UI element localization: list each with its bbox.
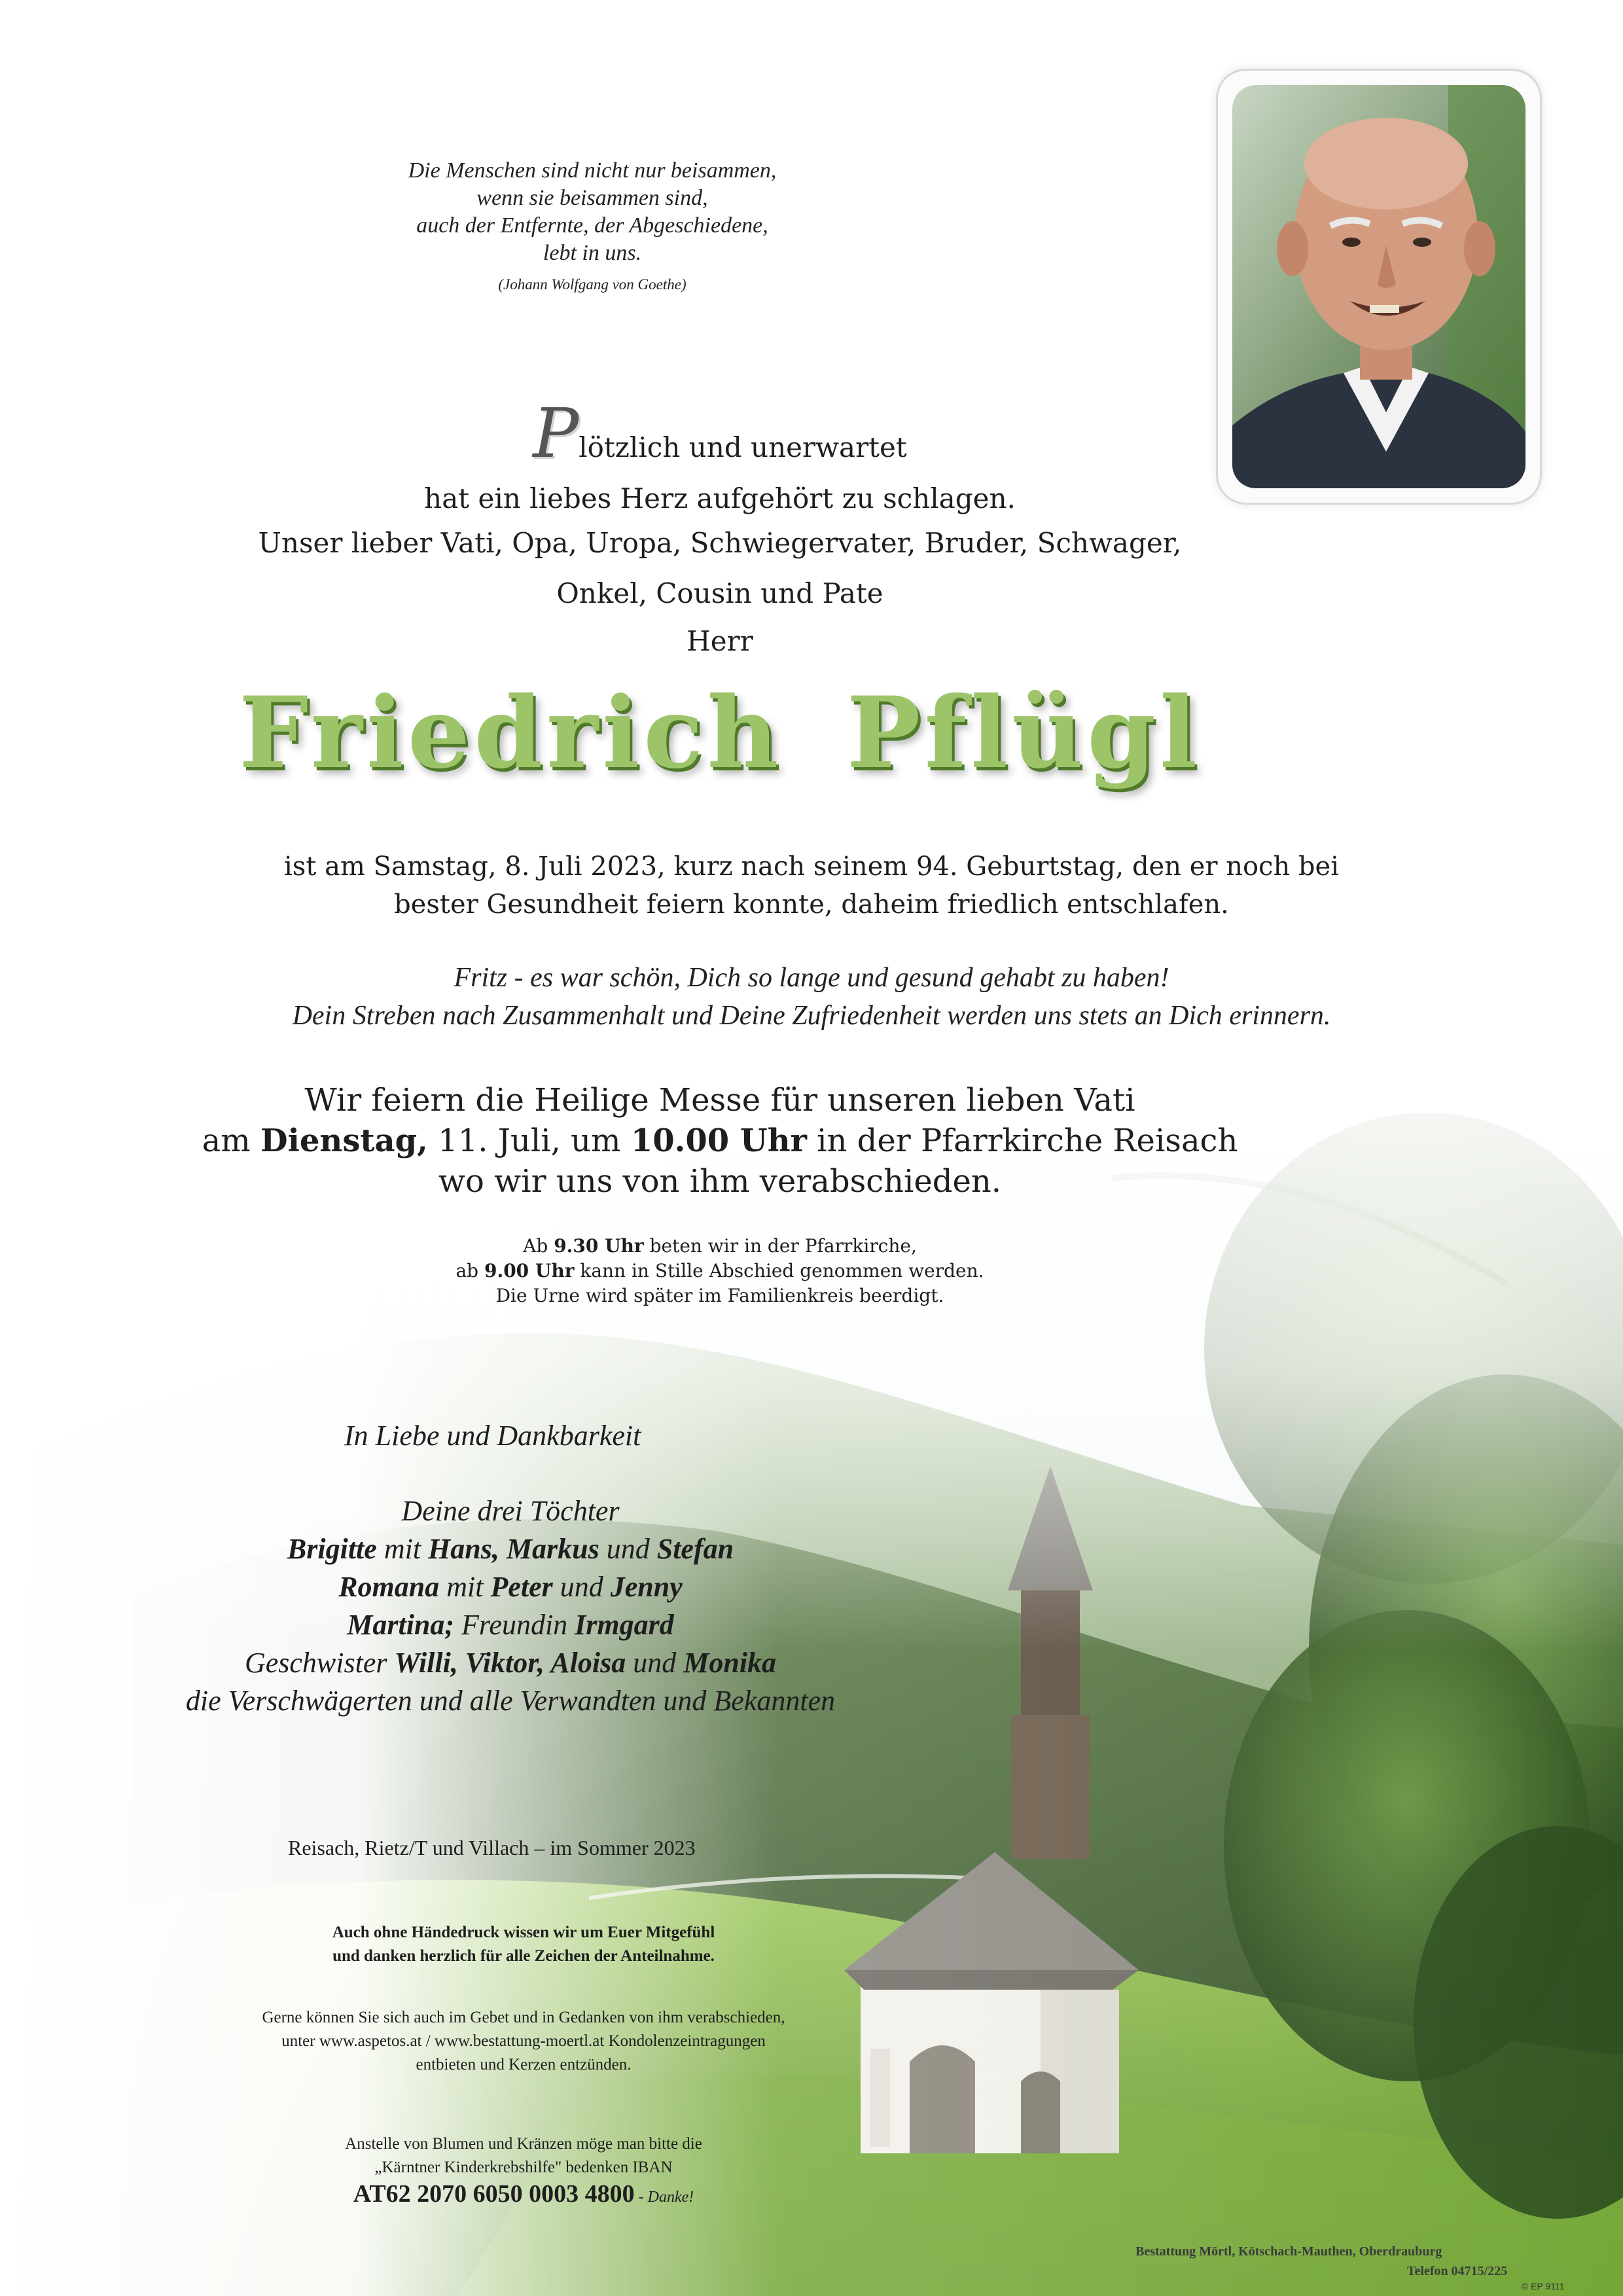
family-intro: In Liebe und Dankbarkeit bbox=[344, 1420, 641, 1452]
family-name: Jenny bbox=[610, 1571, 683, 1603]
tribute bbox=[118, 959, 1505, 1035]
mass-line-1: Wir feiern die Heilige Messe für unseren lieben Vati bbox=[304, 1082, 1135, 1119]
mass-day: Dienstag, bbox=[260, 1122, 428, 1159]
mass-line-2-b: 11. Juli, um bbox=[427, 1122, 631, 1159]
funeral-home-phone: Telefon 04715/225 bbox=[1407, 2264, 1508, 2278]
prayer-a: Ab bbox=[523, 1235, 554, 1257]
farewell-b: kann in Stille Abschied genommen werden. bbox=[574, 1260, 984, 1282]
announcement-line-2: hat ein liebes Herz aufgehört zu schlagen. bbox=[424, 482, 1016, 514]
family-line-4 bbox=[72, 1644, 949, 1682]
schedule-info bbox=[157, 1234, 1283, 1308]
quote-line-3: auch der Entfernte, der Abgeschiedene, bbox=[416, 213, 768, 238]
family-name: Monika bbox=[683, 1647, 777, 1679]
iban: AT62 2070 6050 0003 4800 bbox=[353, 2180, 635, 2208]
thanks-note bbox=[196, 1921, 851, 1968]
farewell-line bbox=[157, 1259, 1283, 1283]
family-line-5: die Verschwägerten und alle Verwandten und Bekannten bbox=[185, 1685, 836, 1717]
family-word: Geschwister bbox=[244, 1647, 395, 1679]
quote-line-2: wenn sie beisammen sind, bbox=[476, 186, 708, 210]
death-notice bbox=[157, 848, 1466, 924]
online-condolences bbox=[118, 2006, 929, 2077]
online-line-1: Gerne können Sie sich auch im Gebet und in Gedanken von ihm verabschieden, bbox=[262, 2009, 785, 2026]
family-line-1 bbox=[72, 1530, 949, 1568]
danke: - Danke! bbox=[634, 2189, 694, 2206]
family-name: Brigitte bbox=[287, 1533, 377, 1565]
donation-line-2: „Kärntner Kinderkrebshilfe" bedenken IBAN bbox=[374, 2159, 673, 2176]
prayer-b: beten wir in der Pfarrkirche, bbox=[643, 1235, 917, 1257]
place-date: Reisach, Rietz/T und Villach – im Sommer 2023 bbox=[288, 1836, 696, 1859]
family-name: Peter bbox=[490, 1571, 553, 1603]
mass-line-2-c: in der Pfarrkirche Reisach bbox=[806, 1122, 1238, 1159]
mass-time: 10.00 Uhr bbox=[630, 1122, 807, 1159]
print-code: © EP 9111 bbox=[1522, 2281, 1565, 2291]
drop-cap: P bbox=[533, 393, 579, 473]
family-name: Hans, Markus bbox=[428, 1533, 599, 1565]
online-line-2: unter www.aspetos.at / www.bestattung-moertl.at Kondolenzeintragungen bbox=[281, 2032, 766, 2050]
mass-info bbox=[157, 1080, 1283, 1202]
thanks-line-2: und danken herzlich für alle Zeichen der Anteilnahme. bbox=[332, 1947, 715, 1965]
tribute-line-2: Dein Streben nach Zusammenhalt und Deine Zufriedenheit werden uns stets an Dich erinnern. bbox=[292, 1001, 1331, 1031]
goethe-quote bbox=[265, 157, 919, 298]
death-line-2: bester Gesundheit feiern konnte, daheim friedlich entschlafen. bbox=[394, 889, 1229, 920]
family-name: Irmgard bbox=[575, 1609, 674, 1641]
prayer-line bbox=[157, 1234, 1283, 1259]
urn-line: Die Urne wird später im Familienkreis beerdigt. bbox=[495, 1285, 944, 1306]
quote-line-4: lebt in uns. bbox=[543, 241, 642, 265]
family-line-2 bbox=[72, 1568, 949, 1606]
family-word: mit bbox=[439, 1571, 491, 1603]
family-word: Freundin bbox=[454, 1609, 575, 1641]
donation-iban-line bbox=[196, 2182, 851, 2209]
deceased-name: Friedrich Pflügl bbox=[238, 675, 1202, 791]
announcement-line-1 bbox=[157, 393, 1283, 482]
family-name: Romana bbox=[338, 1571, 440, 1603]
farewell-a: ab bbox=[455, 1260, 484, 1282]
funeral-home: Bestattung Mörtl, Kötschach-Mauthen, Oberdrauburg bbox=[1135, 2244, 1442, 2259]
family-name: Stefan bbox=[656, 1533, 734, 1565]
mass-line-2 bbox=[157, 1121, 1283, 1161]
tribute-line-1: Fritz - es war schön, Dich so lange und gesund gehabt zu haben! bbox=[454, 963, 1169, 993]
donation-note bbox=[196, 2132, 851, 2209]
quote-author: (Johann Wolfgang von Goethe) bbox=[498, 276, 687, 293]
mass-line-2-a: am bbox=[202, 1122, 261, 1159]
announcement-line-4: Onkel, Cousin und Pate bbox=[556, 577, 883, 609]
donation-line-1: Anstelle von Blumen und Kränzen möge man bitte die bbox=[345, 2135, 702, 2153]
family-daughters: Deine drei Töchter bbox=[401, 1495, 620, 1527]
mass-line-3: wo wir uns von ihm verabschieden. bbox=[438, 1163, 1002, 1200]
quote-line-1: Die Menschen sind nicht nur beisammen, bbox=[408, 158, 777, 183]
family-word: und bbox=[552, 1571, 611, 1603]
family-list bbox=[72, 1492, 949, 1720]
family-word: und bbox=[626, 1647, 684, 1679]
prayer-time: 9.30 Uhr bbox=[554, 1235, 644, 1257]
honorific: Herr bbox=[687, 625, 753, 657]
family-word: mit bbox=[376, 1533, 429, 1565]
thanks-line-1: Auch ohne Händedruck wissen wir um Euer Mitgefühl bbox=[332, 1924, 715, 1941]
online-line-3: entbieten und Kerzen entzünden. bbox=[416, 2056, 632, 2073]
announcement-line-1-text: lötzlich und unerwartet bbox=[579, 431, 907, 463]
family-name: Willi, Viktor, Aloisa bbox=[394, 1647, 626, 1679]
farewell-time: 9.00 Uhr bbox=[484, 1260, 575, 1282]
announcement-line-3: Unser lieber Vati, Opa, Uropa, Schwiegervater, Bruder, Schwager, bbox=[258, 527, 1182, 559]
family-word: und bbox=[599, 1533, 657, 1565]
family-name: Martina; bbox=[347, 1609, 455, 1641]
family-line-3 bbox=[72, 1606, 949, 1644]
death-line-1: ist am Samstag, 8. Juli 2023, kurz nach seinem 94. Geburtstag, den er noch bei bbox=[284, 852, 1339, 882]
